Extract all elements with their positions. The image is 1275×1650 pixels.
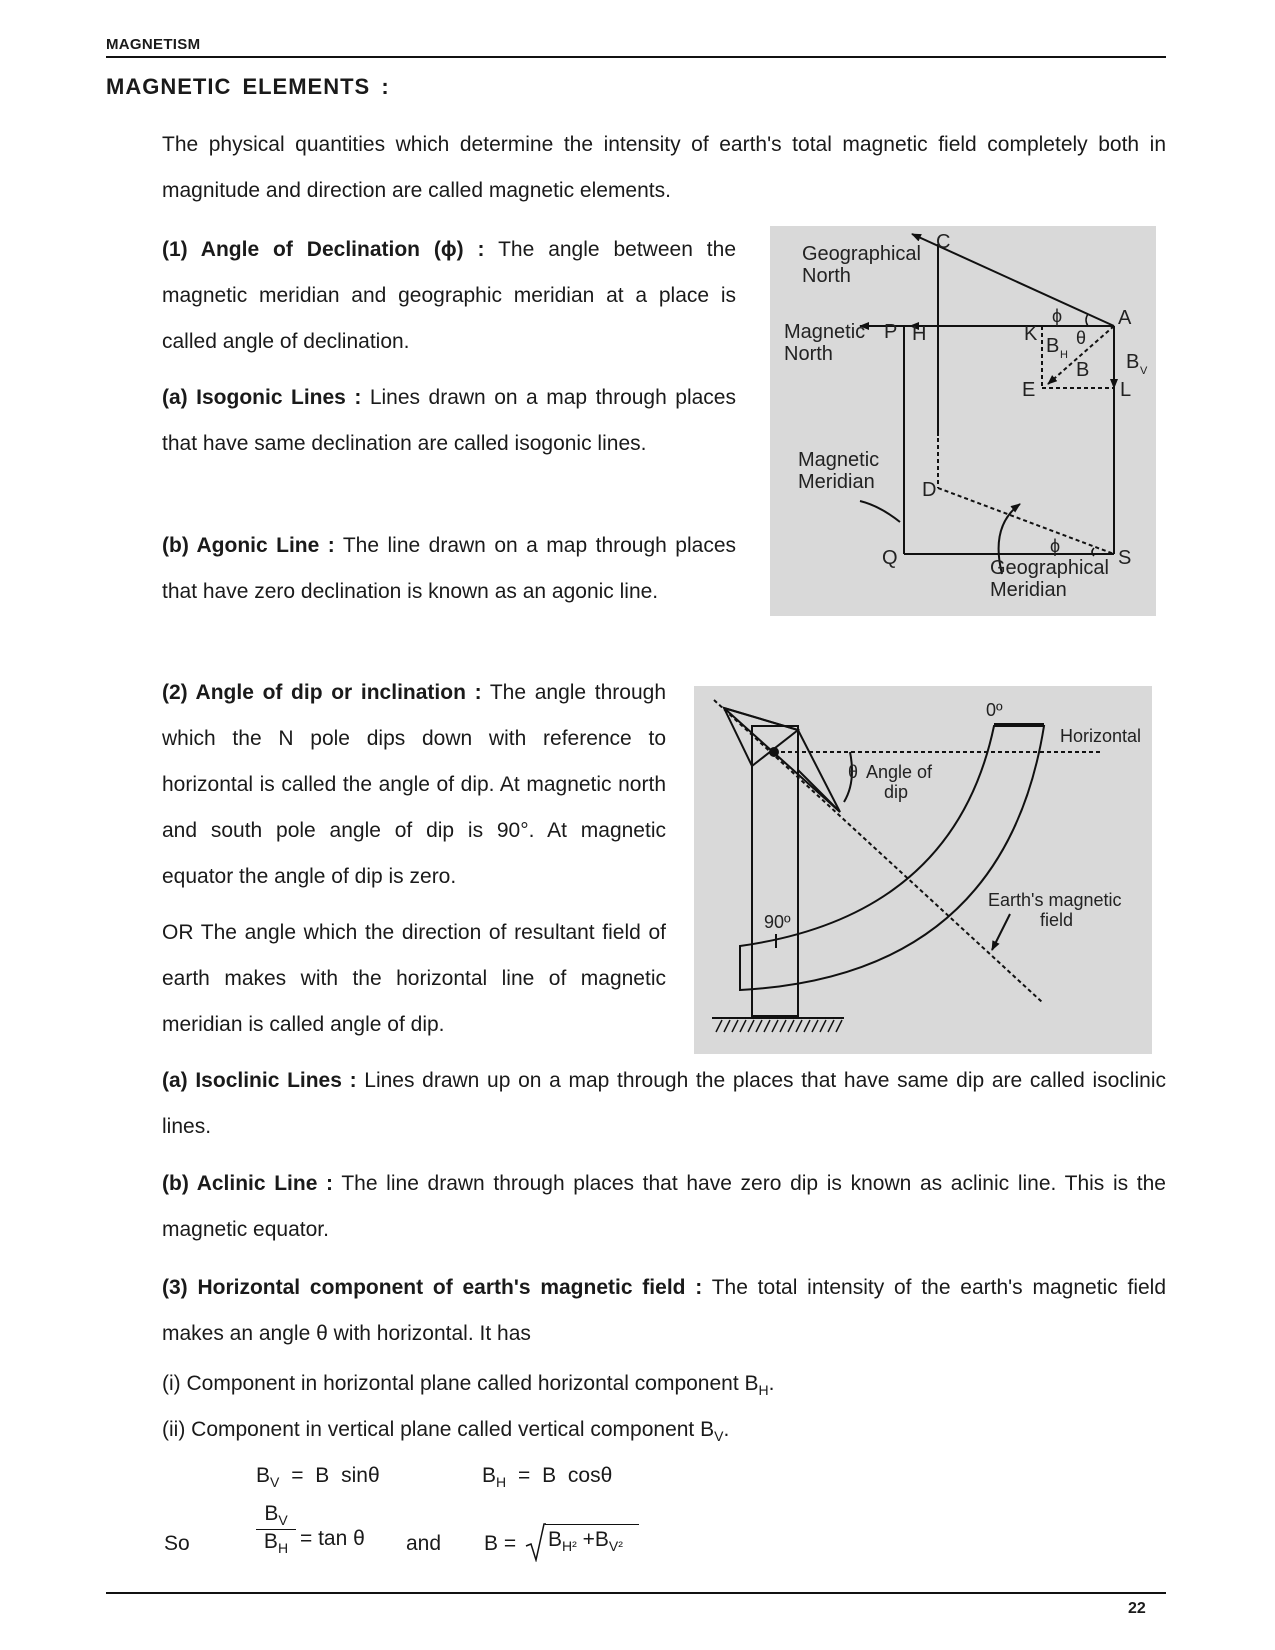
formula-bv: $B_V = B$ sinθ xyxy=(256,1464,380,1491)
needle-upper xyxy=(724,708,840,812)
declination-figure xyxy=(770,226,1156,616)
phi-label-bottom: ϕ xyxy=(1050,536,1061,556)
sqrt-sign xyxy=(524,1522,546,1562)
fraction-denominator: $B_H$ xyxy=(263,1530,289,1557)
vector-bv-sub: V xyxy=(1140,365,1148,377)
angle-of-dip-label-1: Angle of xyxy=(866,762,933,782)
earth-field-label-2: field xyxy=(1040,910,1074,930)
label-mag-meridian-1: Magnetic xyxy=(798,449,880,471)
horizontal-component-paragraph xyxy=(162,1265,1166,1357)
zero-degree-label: 0º xyxy=(986,700,1003,720)
fraction-bv-bh xyxy=(256,1502,296,1556)
label-mag-meridian-2: Meridian xyxy=(798,471,875,493)
declination-paragraph xyxy=(162,227,736,365)
vector-bh-sub: H xyxy=(1060,349,1068,361)
angle-of-dip-label-2: dip xyxy=(884,782,909,802)
and-label: and xyxy=(406,1532,442,1555)
label-geo-north-2: North xyxy=(802,265,851,287)
label-mag-north-2: North xyxy=(784,343,833,365)
point-e: E xyxy=(1022,379,1036,401)
isogonic-paragraph xyxy=(162,375,736,467)
theta-label: θ xyxy=(1076,328,1087,348)
point-h: H xyxy=(912,323,927,345)
horizontal-heading: (3) Horizontal component of earth's magnetic field : xyxy=(162,1276,703,1299)
label-geo-meridian-1: Geographical xyxy=(990,557,1109,579)
item-vertical-component: (ii) Component in vertical plane called vertical component $B_V$. xyxy=(162,1418,730,1445)
point-a: A xyxy=(1118,307,1132,329)
vector-bh: B xyxy=(1046,335,1060,357)
label-mag-north-1: Magnetic xyxy=(784,321,866,343)
point-k: K xyxy=(1024,323,1038,345)
point-l: L xyxy=(1120,379,1132,401)
point-c: C xyxy=(936,231,951,253)
declination-heading: (1) Angle of Declination (ϕ) : xyxy=(162,238,485,261)
point-q: Q xyxy=(882,547,898,569)
tan-theta: = tan θ xyxy=(300,1527,365,1550)
point-p: P xyxy=(884,321,898,343)
agonic-paragraph xyxy=(162,523,736,615)
dip-heading: (2) Angle of dip or inclination : xyxy=(162,681,482,704)
page-number: 22 xyxy=(1128,1600,1146,1617)
agonic-text: The line drawn on a map through places that have zero declination is known as an agonic line. xyxy=(162,534,736,603)
ninety-degree-label: 90º xyxy=(764,912,791,932)
section-title: MAGNETIC ELEMENTS : xyxy=(106,74,390,99)
vector-b: B xyxy=(1076,359,1090,381)
dip-paragraph xyxy=(162,670,666,900)
footer-rule xyxy=(106,1592,1166,1594)
formula-bh: $B_H = B$ cosθ xyxy=(482,1464,613,1491)
field-arrow xyxy=(992,914,1010,950)
sqrt-expression: $B_{H^2} +B_{V^2}$ xyxy=(524,1522,638,1562)
label-geo-meridian-2: Meridian xyxy=(990,579,1067,601)
intro-paragraph: The physical quantities which determine the intensity of earth's total magnetic field completely both in magnitude and direction are called magnetic elements. xyxy=(162,133,1166,202)
point-d: D xyxy=(922,479,937,501)
dashed-ds xyxy=(938,488,1114,554)
aclinic-paragraph xyxy=(162,1161,1166,1253)
isoclinic-text: Lines drawn up on a map through the places that have same dip are called isoclinic lines. xyxy=(162,1069,1166,1138)
agonic-heading: (b) Agonic Line : xyxy=(162,534,335,557)
point-s: S xyxy=(1118,547,1132,569)
label-geo-north-1: Geographical xyxy=(802,243,921,265)
aclinic-text: The line drawn through places that have zero dip is known as aclinic line. This is the magnetic equator. xyxy=(162,1172,1166,1241)
earth-field-label-1: Earth's magnetic xyxy=(988,890,1122,910)
isogonic-heading: (a) Isogonic Lines : xyxy=(162,386,362,409)
running-header: MAGNETISM xyxy=(106,36,201,53)
item-horizontal-component: (i) Component in horizontal plane called horizontal component $B_H$. xyxy=(162,1372,775,1399)
so-label: So xyxy=(164,1532,190,1555)
fraction-numerator: $B_V$ xyxy=(256,1502,296,1530)
vector-bv: B xyxy=(1126,351,1140,373)
aclinic-heading: (b) Aclinic Line : xyxy=(162,1172,334,1195)
dip-theta-label: θ xyxy=(848,762,859,782)
dip-or-paragraph: OR The angle which the direction of resultant field of earth makes with the horizontal line of magnetic meridian is called angle of dip. xyxy=(162,921,666,1036)
phi-label-top: ϕ xyxy=(1052,306,1063,326)
dip-text: The angle through which the N pole dips down with reference to horizontal is called the angle of dip. At magnetic north and south pole angle of dip is 90°. At magnetic equator the angle of dip is zero. xyxy=(162,681,666,888)
header-rule xyxy=(106,56,1166,58)
dip-dashed-line xyxy=(714,700,1042,1002)
horizontal-text: The total intensity of the earth's magnetic field makes an angle θ with horizontal. It has xyxy=(162,1276,1167,1345)
b-equals: B = xyxy=(484,1532,517,1555)
meridian-pointer xyxy=(860,501,900,522)
isoclinic-heading: (a) Isoclinic Lines : xyxy=(162,1069,357,1092)
declination-text: The angle between the magnetic meridian and geographic meridian at a place is called angle of declination. xyxy=(162,238,736,353)
pivot-dot xyxy=(769,747,779,757)
horizontal-label: Horizontal xyxy=(1060,726,1142,746)
dip-figure xyxy=(694,686,1152,1054)
isoclinic-paragraph xyxy=(162,1058,1166,1150)
isogonic-text: Lines drawn on a map through places that have same declination are called isogonic lines. xyxy=(162,386,736,455)
